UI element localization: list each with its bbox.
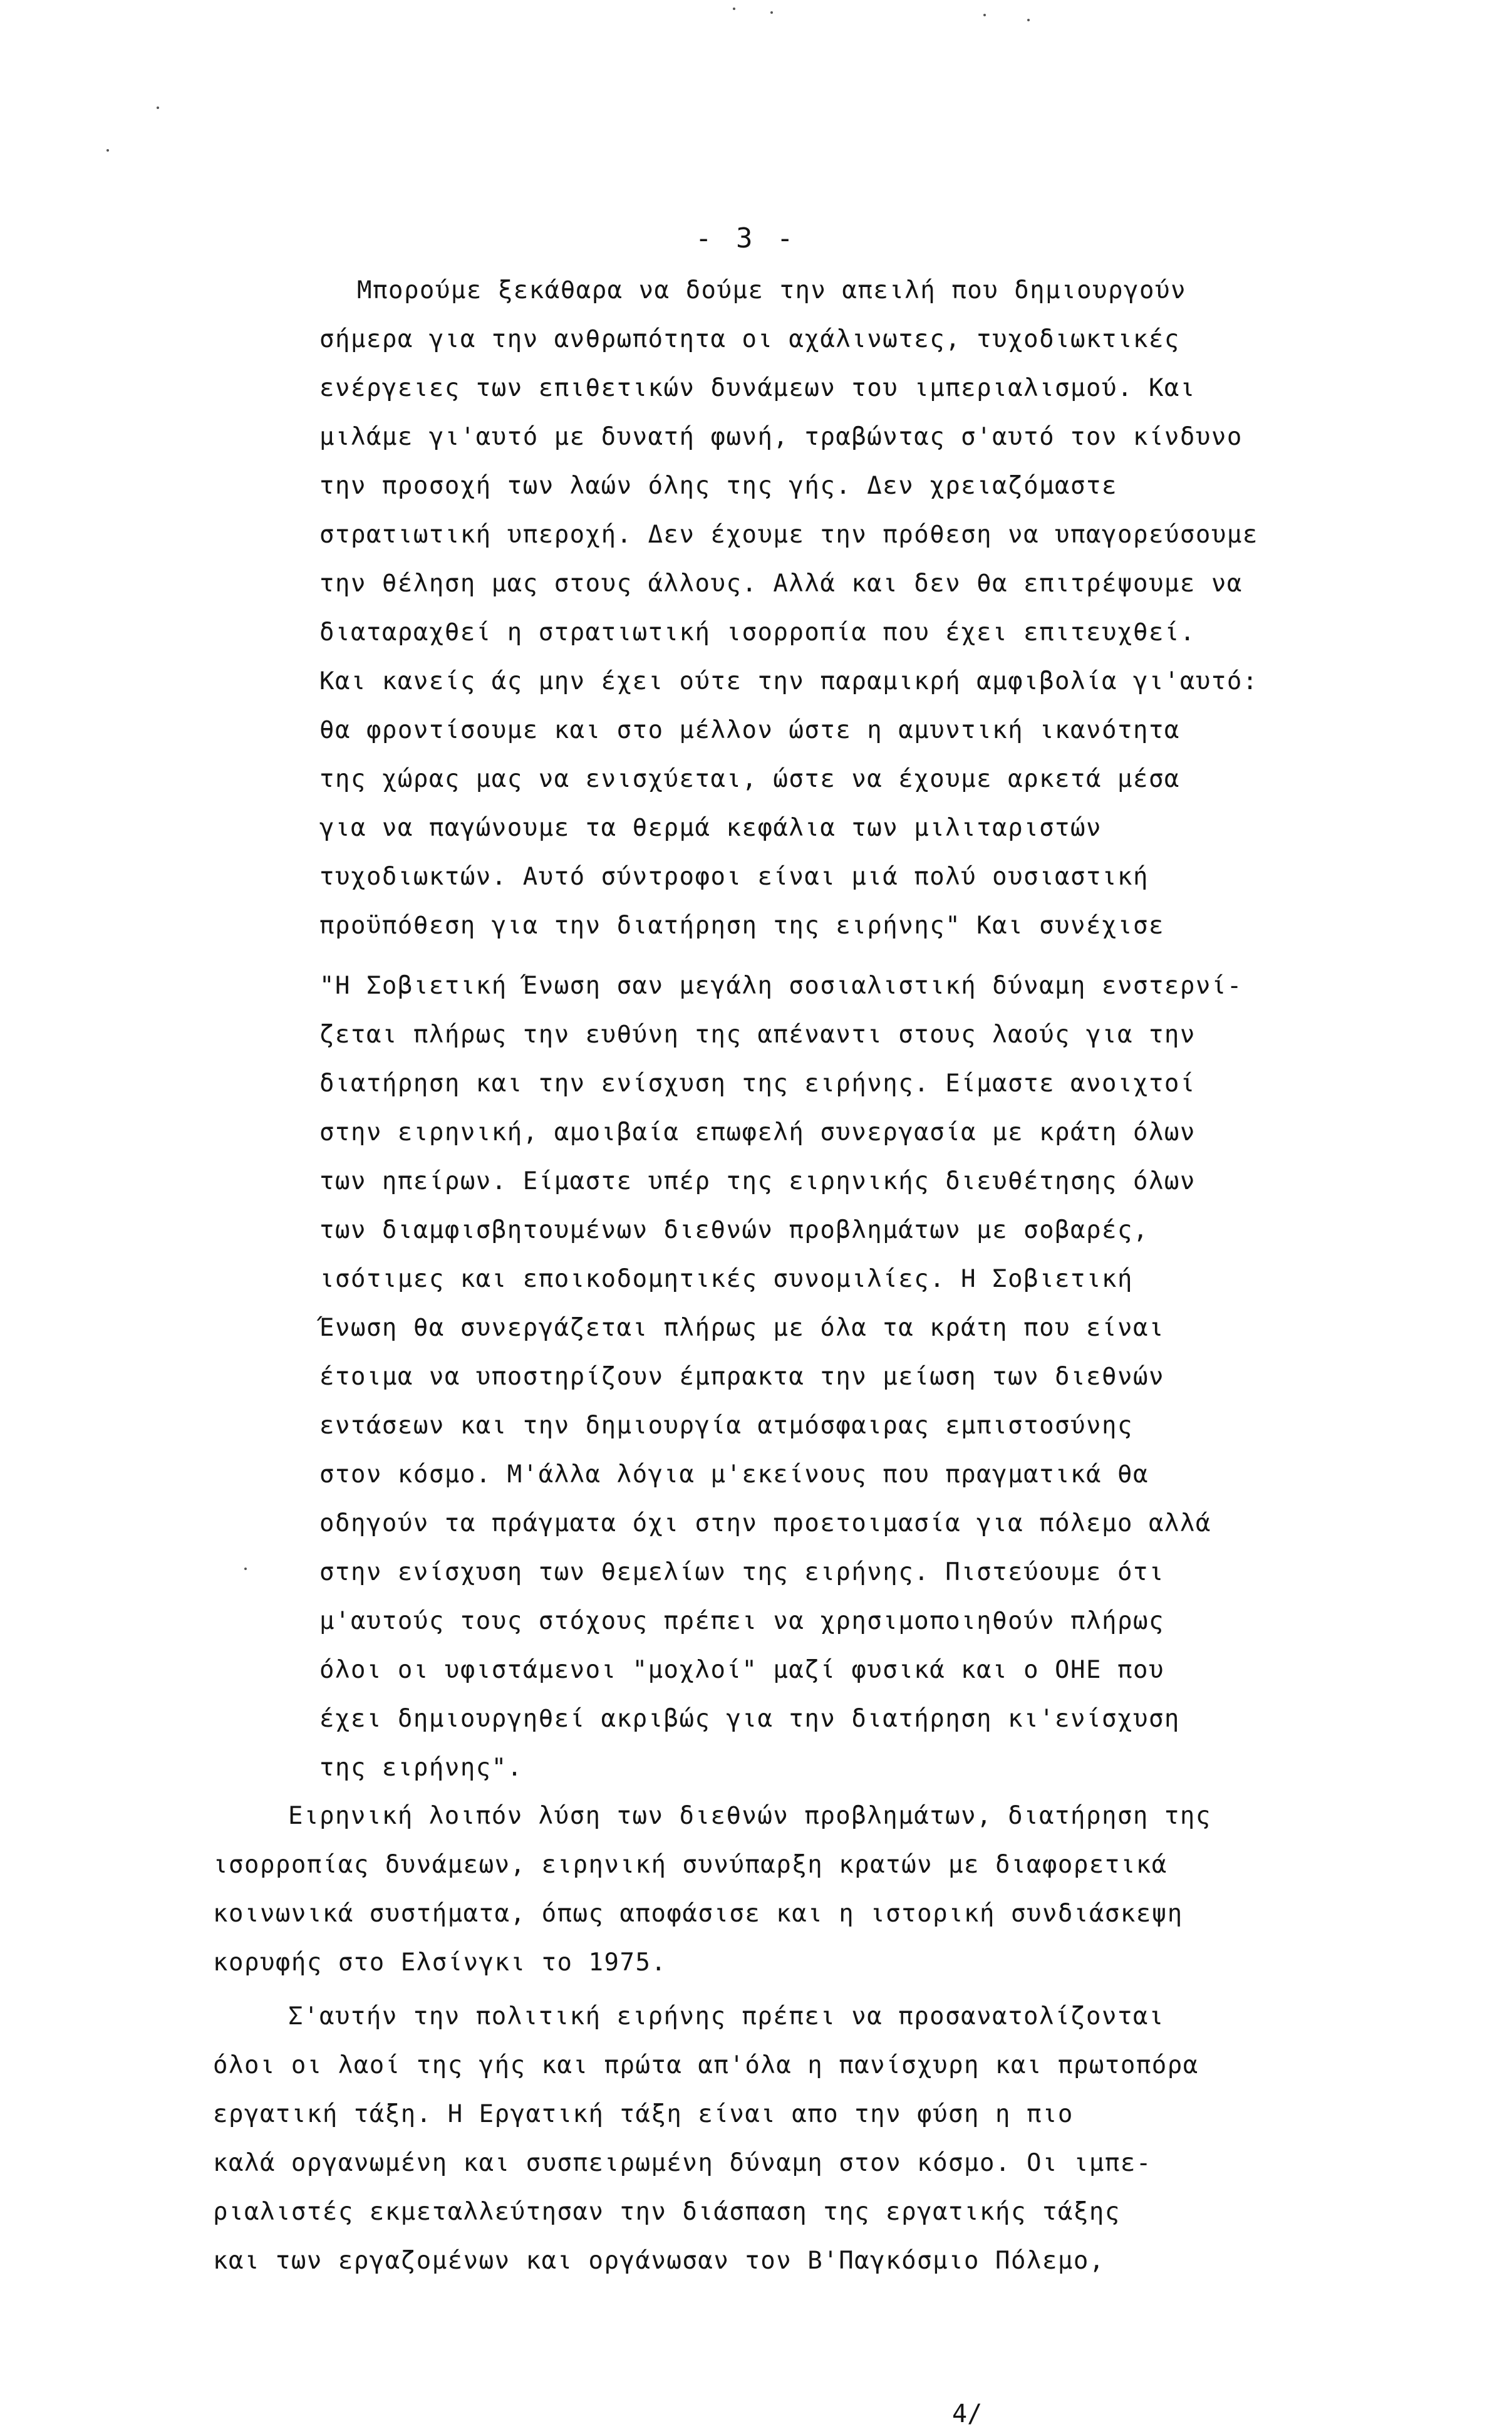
- text-line: ισορροπίας δυνάμεων, ειρηνική συνύπαρξη κρατών με διαφορετικά: [213, 1851, 1168, 1879]
- paragraph-2-quote: [319, 962, 1243, 1792]
- text-line: οδηγούν τα πράγματα όχι στην προετοιμασία για πόλεμο αλλά: [319, 1509, 1211, 1537]
- text-line: τυχοδιωκτών. Αυτό σύντροφοι είναι μιά πολύ ουσιαστική: [319, 863, 1149, 891]
- text-line: στον κόσμο. Μ'άλλα λόγια μ'εκείνους που πραγματικά θα: [319, 1460, 1149, 1489]
- scan-speck: [733, 8, 735, 10]
- text-line: ισότιμες και εποικοδομητικές συνομιλίες. Η Σοβιετική: [319, 1265, 1133, 1293]
- scan-speck: [157, 107, 159, 109]
- text-line: ριαλιστές εκμεταλλεύτησαν την διάσπαση της εργατικής τάξης: [213, 2198, 1121, 2226]
- text-line: Ένωση θα συνεργάζεται πλήρως με όλα τα κράτη που είναι: [319, 1314, 1164, 1342]
- text-line: όλοι οι υφιστάμενοι "μοχλοί" μαζί φυσικά και ο ΟΗΕ που: [319, 1656, 1164, 1684]
- text-line: και των εργαζομένων και οργάνωσαν τον Β'Παγκόσμιο Πόλεμο,: [213, 2247, 1105, 2275]
- text-line: προϋπόθεση για την διατήρηση της ειρήνης" Και συνέχισε: [319, 912, 1164, 940]
- text-line: της ειρήνης".: [319, 1754, 523, 1782]
- text-line: για να παγώνουμε τα θερμά κεφάλια των μιλιταριστών: [319, 814, 1102, 842]
- text-line: καλά οργανωμένη και συσπειρωμένη δύναμη στον κόσμο. Οι ιμπε-: [213, 2149, 1152, 2177]
- text-line: ζεται πλήρως την ευθύνη της απέναντι στους λαούς για την: [319, 1021, 1196, 1049]
- paragraph-4: [213, 1992, 1199, 2286]
- scan-speck: [1027, 19, 1030, 21]
- text-line: διατήρηση και την ενίσχυση της ειρήνης. Είμαστε ανοιχτοί: [319, 1069, 1196, 1098]
- paragraph-1: [319, 266, 1258, 950]
- text-line: έχει δημιουργηθεί ακριβώς για την διατήρηση κι'ενίσχυση: [319, 1705, 1180, 1733]
- text-line: όλοι οι λαοί της γής και πρώτα απ'όλα η πανίσχυρη και πρωτοπόρα: [213, 2051, 1199, 2079]
- text-line: της χώρας μας να ενισχύεται, ώστε να έχουμε αρκετά μέσα: [319, 765, 1180, 793]
- text-line: Μπορούμε ξεκάθαρα να δούμε την απειλή που δημιουργούν: [357, 276, 1186, 304]
- text-line: των ηπείρων. Είμαστε υπέρ της ειρηνικής διευθέτησης όλων: [319, 1167, 1196, 1195]
- text-line: Σ'αυτήν την πολιτική ειρήνης πρέπει να προσανατολίζονται: [288, 2002, 1164, 2031]
- text-line: έτοιμα να υποστηρίζουν έμπρακτα την μείωση των διεθνών: [319, 1363, 1164, 1391]
- text-line: "Η Σοβιετική Ένωση σαν μεγάλη σοσιαλιστική δύναμη ενστερνί-: [319, 972, 1243, 1000]
- text-line: εργατική τάξη. Η Εργατική τάξη είναι απο την φύση η πιο: [213, 2100, 1074, 2128]
- scan-speck: [770, 11, 773, 14]
- text-line: ενέργειες των επιθετικών δυνάμεων του ιμπεριαλισμού. Και: [319, 374, 1196, 402]
- text-line: κορυφής στο Ελσίνγκι το 1975.: [213, 1948, 667, 1977]
- text-line: στην ενίσχυση των θεμελίων της ειρήνης. Πιστεύουμε ότι: [319, 1558, 1164, 1586]
- text-line: θα φροντίσουμε και στο μέλλον ώστε η αμυντική ικανότητα: [319, 716, 1180, 744]
- text-line: κοινωνικά συστήματα, όπως αποφάσισε και η ιστορική συνδιάσκεψη: [213, 1900, 1183, 1928]
- text-line: διαταραχθεί η στρατιωτική ισορροπία που έχει επιτευχθεί.: [319, 618, 1196, 647]
- text-line: των διαμφισβητουμένων διεθνών προβλημάτων με σοβαρές,: [319, 1216, 1149, 1244]
- page-number: - 3 -: [695, 222, 797, 254]
- text-line: μιλάμε γι'αυτό με δυνατή φωνή, τραβώντας σ'αυτό τον κίνδυνο: [319, 423, 1243, 451]
- text-line: την προσοχή των λαών όλης της γής. Δεν χρειαζόμαστε: [319, 472, 1117, 500]
- text-line: Ειρηνική λοιπόν λύση των διεθνών προβλημάτων, διατήρηση της: [288, 1802, 1211, 1830]
- paragraph-3: [213, 1792, 1211, 1987]
- text-line: την θέληση μας στους άλλους. Αλλά και δεν θα επιτρέψουμε να: [319, 570, 1243, 598]
- scan-speck: [244, 1568, 247, 1570]
- text-line: σήμερα για την ανθρωπότητα οι αχάλινωτες, τυχοδιωκτικές: [319, 325, 1180, 353]
- text-line: Και κανείς άς μην έχει ούτε την παραμικρή αμφιβολία γι'αυτό:: [319, 667, 1258, 695]
- text-line: στρατιωτική υπεροχή. Δεν έχουμε την πρόθεση να υπαγορεύσουμε: [319, 521, 1258, 549]
- text-line: εντάσεων και την δημιουργία ατμόσφαιρας εμπιστοσύνης: [319, 1412, 1133, 1440]
- scan-speck: [983, 14, 986, 16]
- continuation-mark: 4/: [952, 2400, 983, 2428]
- text-line: μ'αυτούς τους στόχους πρέπει να χρησιμοποιηθούν πλήρως: [319, 1607, 1164, 1635]
- text-line: στην ειρηνική, αμοιβαία επωφελή συνεργασία με κράτη όλων: [319, 1118, 1196, 1147]
- scan-speck: [106, 149, 109, 152]
